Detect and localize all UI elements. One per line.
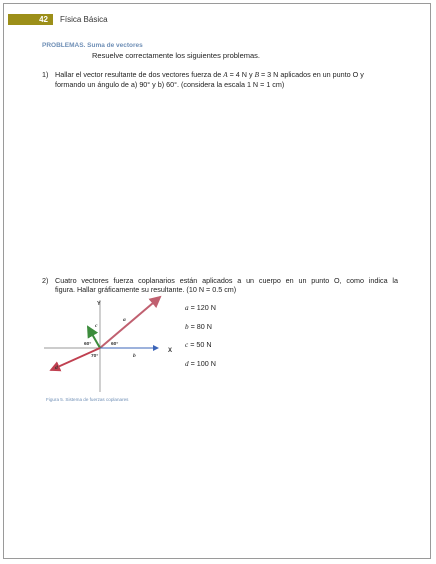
figure-caption: Figura 5. Sistema de fuerzas coplanares: [46, 397, 129, 402]
vector-a-label: a: [123, 317, 126, 323]
problem-1: [42, 70, 398, 89]
vector-a-arrow: [100, 297, 160, 348]
y-axis-label: Y: [97, 301, 101, 307]
vector-b-symbol: b: [185, 323, 189, 331]
problem-text-line2: figura. Hallar gráficamente su resultante. (10 N = 0.5 cm): [55, 285, 237, 294]
instruction-text: Resuelve correctamente los siguientes problemas.: [92, 51, 260, 60]
vector-c-value: [185, 340, 212, 350]
problem-text: = 3 N aplicados en un punto O y: [258, 70, 364, 79]
problem-body: [55, 70, 398, 89]
vector-diagram: [40, 294, 190, 394]
problem-number: 1): [42, 70, 49, 79]
vector-value: = 100 N: [190, 359, 216, 368]
problem-text: = 4 N y: [227, 70, 255, 79]
problem-body: [55, 276, 398, 294]
book-title: Física Básica: [60, 15, 108, 24]
problem-2: [42, 276, 398, 294]
vector-value: = 50 N: [190, 340, 212, 349]
vector-a-value: [185, 303, 216, 313]
vector-d-value: [185, 359, 216, 369]
vector-a-symbol: A: [223, 71, 228, 79]
vector-c-symbol: c: [185, 341, 189, 349]
angle-d-label: 70°: [91, 354, 99, 359]
problem-number: 2): [42, 276, 49, 285]
vector-b-symbol: B: [254, 71, 259, 79]
vector-b-value: [185, 322, 212, 332]
problem-text: Hallar el vector resultante de dos vectores fuerza de: [55, 70, 224, 79]
x-axis-label: X: [168, 348, 173, 354]
vector-value: = 80 N: [190, 322, 212, 331]
vector-d-arrow: [51, 348, 100, 370]
vector-c-label: c: [95, 323, 98, 329]
problem-text-line1: Cuatro vectores fuerza coplanarios están aplicados a un cuerpo en un punto O, como indica la: [55, 276, 398, 285]
vector-d-symbol: d: [185, 360, 189, 368]
angle-a-label: 60°: [111, 342, 119, 347]
vector-d-label: d: [55, 365, 58, 371]
problem-text-line2: formando un ángulo de a) 90° y b) 60°. (considera la escala 1 N = 1 cm): [55, 80, 285, 89]
section-title: PROBLEMAS. Suma de vectores: [42, 42, 143, 49]
angle-c-label: 60°: [84, 342, 92, 347]
vector-a-symbol: a: [185, 304, 189, 312]
vector-value: = 120 N: [190, 303, 216, 312]
vector-b-label: b: [133, 353, 136, 359]
page-number: 42: [8, 14, 53, 25]
